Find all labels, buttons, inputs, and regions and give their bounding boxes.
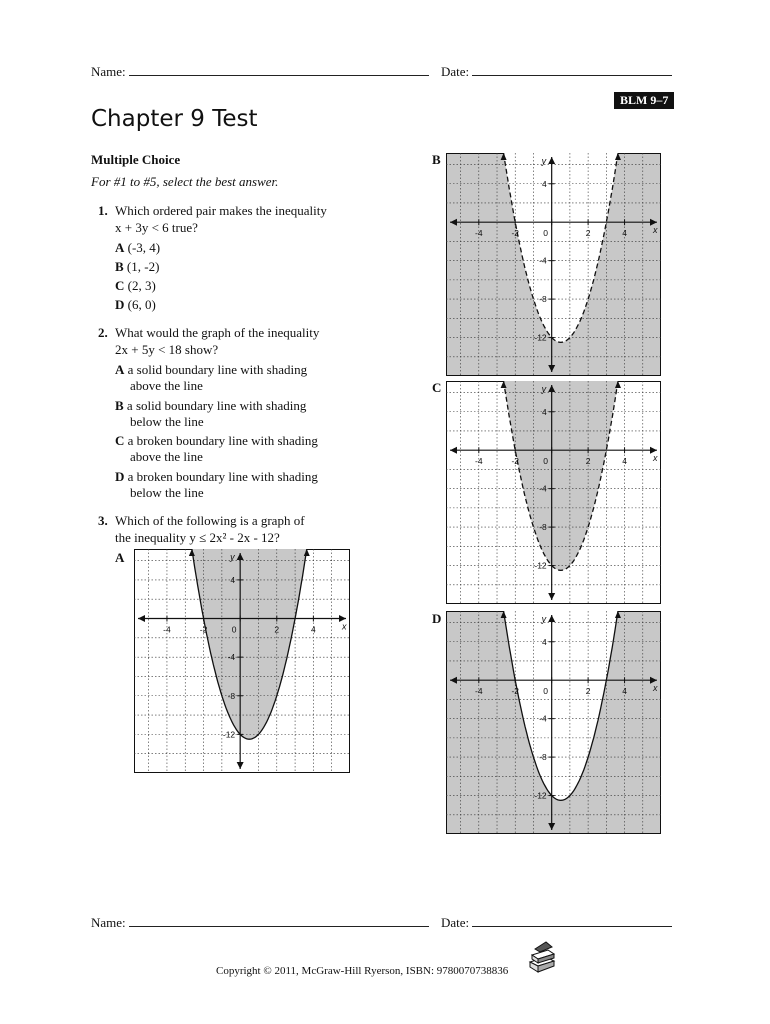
footer-name-label: Name:: [91, 915, 126, 930]
q1-option-a[interactable]: [115, 240, 160, 256]
name-label: Name:: [91, 64, 126, 79]
date-label: Date:: [441, 64, 470, 79]
option-text: below the line: [130, 414, 204, 429]
y-axis-label: y: [541, 156, 547, 166]
name-field[interactable]: [91, 64, 429, 80]
x-tick-label: -2: [511, 228, 520, 239]
option-text: a broken boundary line with shading: [127, 469, 318, 484]
question-text-line: x + 3y < 6 true?: [115, 220, 198, 235]
option-text: (1, -2): [126, 259, 160, 274]
option-text: a solid boundary line with shading: [127, 362, 308, 377]
option-text: (-3, 4): [127, 240, 161, 255]
y-tick-label: -8: [539, 294, 547, 305]
y-axis-label: y: [541, 614, 547, 624]
option-letter: A: [115, 362, 125, 377]
x-tick-label: 2: [585, 228, 591, 239]
section-instructions: For #1 to #5, select the best answer.: [91, 174, 279, 189]
x-tick-label: 0: [543, 686, 549, 697]
graph-a-label: A: [115, 550, 125, 565]
x-tick-label: 0: [231, 624, 237, 635]
y-tick-label: -12: [534, 790, 547, 801]
option-text: a solid boundary line with shading: [126, 398, 307, 413]
x-tick-label: 0: [543, 456, 549, 467]
y-tick-label: -4: [539, 255, 547, 266]
x-tick-label: 2: [585, 456, 591, 467]
date-field[interactable]: [441, 64, 672, 80]
option-letter: A: [115, 240, 125, 255]
question-text-line: What would the graph of the inequality: [115, 325, 320, 340]
y-tick-label: -12: [222, 729, 236, 740]
y-tick-label: -8: [539, 752, 547, 763]
date-line: [472, 74, 672, 76]
x-tick-label: -2: [511, 686, 520, 697]
footer-name-field[interactable]: [91, 915, 429, 931]
x-tick-label: -4: [475, 228, 483, 239]
x-tick-label: -4: [475, 456, 483, 467]
q1-option-b[interactable]: [115, 259, 159, 275]
x-tick-label: -2: [199, 624, 208, 635]
y-axis-label: y: [541, 384, 547, 394]
question-text-line: 2x + 5y < 18 show?: [115, 342, 219, 357]
y-tick-label: -8: [539, 522, 547, 533]
y-tick-label: -12: [534, 560, 547, 571]
q2-option-b[interactable]: [115, 398, 306, 430]
y-tick-label: 4: [541, 406, 547, 417]
page-title: Chapter 9 Test: [91, 106, 258, 132]
q2-option-a[interactable]: [115, 362, 307, 394]
option-text: (2, 3): [127, 278, 156, 293]
footer-date-field[interactable]: [441, 915, 672, 931]
option-letter: B: [115, 259, 124, 274]
x-tick-label: 2: [585, 686, 591, 697]
book-stack-icon: [526, 940, 558, 976]
x-tick-label: 0: [543, 228, 549, 239]
y-tick-label: 4: [541, 178, 547, 189]
y-tick-label: 4: [541, 636, 547, 647]
x-axis-label: x: [653, 453, 658, 464]
section-heading: Multiple Choice: [91, 152, 181, 167]
x-axis-label: x: [653, 683, 658, 694]
copyright-text: Copyright © 2011, McGraw-Hill Ryerson, ISBN: 9780070738836: [216, 965, 509, 977]
y-tick-label: -4: [539, 483, 547, 494]
y-tick-label: -12: [534, 332, 547, 343]
option-text: above the line: [130, 378, 203, 393]
y-tick-label: 4: [230, 574, 236, 585]
y-tick-label: -8: [227, 690, 236, 701]
graph-d-label: D: [432, 611, 442, 626]
name-line: [129, 74, 429, 76]
option-letter: D: [115, 297, 125, 312]
blm-badge: BLM 9–7: [614, 92, 674, 109]
option-letter: B: [115, 398, 124, 413]
footer-date-label: Date:: [441, 915, 470, 930]
y-tick-label: -4: [227, 652, 236, 663]
footer-name-line: [129, 925, 429, 927]
x-tick-label: -4: [163, 624, 171, 635]
option-letter: C: [115, 433, 125, 448]
option-text: a broken boundary line with shading: [127, 433, 318, 448]
question-number: 2.: [98, 325, 108, 340]
q1-option-d[interactable]: [115, 297, 156, 313]
x-tick-label: -4: [475, 686, 483, 697]
question-text-line: the inequality y ≤ 2x² - 2x - 12?: [115, 530, 280, 545]
option-text: below the line: [130, 485, 204, 500]
graph-c-label: C: [432, 380, 442, 395]
graph-c[interactable]: [446, 381, 661, 604]
question-number: 3.: [98, 513, 108, 528]
x-axis-label: x: [653, 225, 658, 236]
graph-a[interactable]: [134, 549, 350, 773]
y-tick-label: -4: [539, 713, 547, 724]
question-text-line: Which of the following is a graph of: [115, 513, 305, 528]
q2-option-d[interactable]: [115, 469, 318, 501]
x-tick-label: 2: [274, 624, 280, 635]
option-text: above the line: [130, 449, 203, 464]
graph-d[interactable]: [446, 611, 661, 834]
option-letter: D: [115, 469, 125, 484]
graph-b-label: B: [432, 152, 441, 167]
graph-b[interactable]: [446, 153, 661, 376]
option-text: (6, 0): [127, 297, 156, 312]
question-number: 1.: [98, 203, 108, 218]
y-axis-label: y: [230, 552, 235, 562]
x-tick-label: -2: [511, 456, 520, 467]
x-axis-label: x: [342, 621, 347, 632]
x-tick-label: 4: [311, 624, 316, 635]
q1-option-c[interactable]: [115, 278, 156, 294]
x-tick-label: 4: [622, 456, 627, 467]
question-text-line: Which ordered pair makes the inequality: [115, 203, 327, 218]
q2-option-c[interactable]: [115, 433, 318, 465]
option-letter: C: [115, 278, 125, 293]
x-tick-label: 4: [622, 228, 627, 239]
footer-date-line: [472, 925, 672, 927]
x-tick-label: 4: [622, 686, 627, 697]
